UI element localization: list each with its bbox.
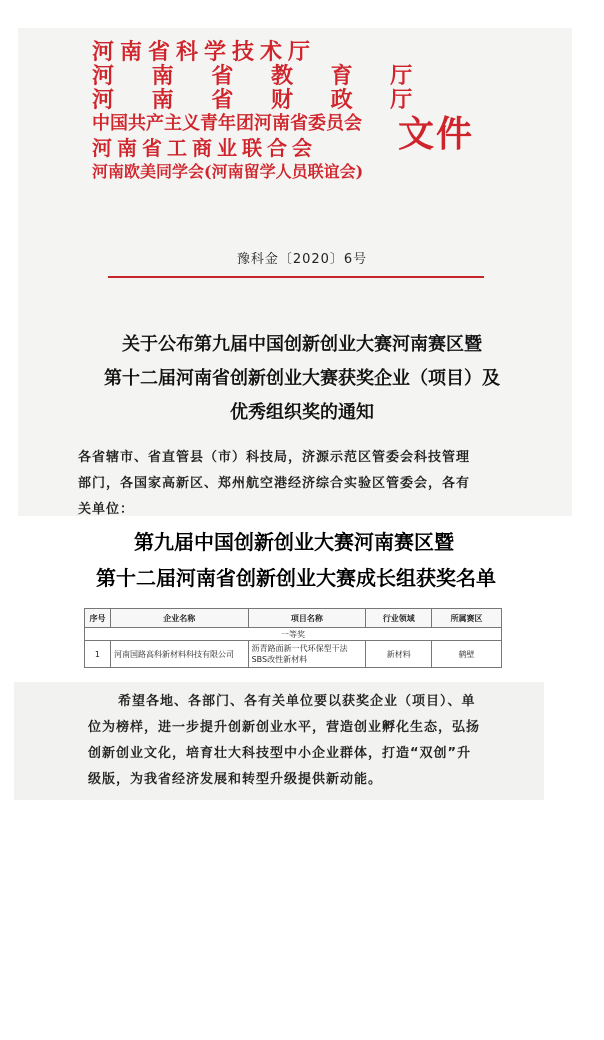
issuer-5: 河南省工商业联合会 — [92, 136, 317, 160]
red-divider — [108, 276, 484, 278]
cell-field: 新材料 — [366, 641, 432, 668]
issuer-3: 河 南 省 财 政 厅 — [92, 87, 428, 113]
notice-title-line-3: 优秀组织奖的通知 — [230, 402, 374, 423]
header-no: 序号 — [85, 609, 111, 628]
issuer-4: 中国共产主义青年团河南省委员会 — [92, 113, 362, 134]
award-list-title-line-2: 第十二届河南省创新创业大赛成长组获奖名单 — [96, 566, 496, 590]
notice-title-line-2: 第十二届河南省创新创业大赛获奖企业（项目）及 — [104, 368, 500, 389]
header-company: 企业名称 — [110, 609, 248, 628]
table-header-row — [85, 609, 502, 628]
closing-line-3: 创新创业文化，培育壮大科技型中小企业群体，打造“双创”升 — [88, 746, 472, 761]
award-list-title-line-1: 第九届中国创新创业大赛河南赛区暨 — [134, 530, 454, 554]
header-region: 所属赛区 — [432, 609, 502, 628]
cell-no: 1 — [85, 641, 111, 668]
issuer-1: 河南省科学技术厅 — [92, 39, 317, 65]
award-table — [84, 608, 502, 668]
issuer-list — [92, 39, 428, 184]
salutation-line-2: 部门，各国家高新区、郑州航空港经济综合实验区管委会，各有 — [78, 476, 471, 491]
issuer-2: 河 南 省 教 育 厅 — [92, 63, 428, 89]
cell-company: 河南国路高科新材料科技有限公司 — [110, 641, 248, 668]
document-number: 豫科金〔2020〕6号 — [236, 252, 368, 267]
cell-project: 沥青路面新一代环保型干法SBS改性新材料 — [248, 641, 366, 668]
issuer-6: 河南欧美同学会(河南留学人员联谊会) — [92, 162, 364, 181]
closing-line-4: 级版，为我省经济发展和转型升级提供新动能。 — [88, 772, 383, 787]
notice-title-line-1: 关于公布第九届中国创新创业大赛河南赛区暨 — [122, 334, 482, 355]
table-row — [85, 641, 502, 668]
closing-line-1: 希望各地、各部门、各有关单位要以获奖企业（项目）、单 — [118, 694, 476, 709]
closing-line-2: 位为榜样，进一步提升创新创业水平，营造创业孵化生态，弘扬 — [88, 720, 481, 735]
salutation-line-1: 各省辖市、省直管县（市）科技局，济源示范区管委会科技管理 — [78, 450, 471, 465]
table-group-row — [85, 628, 502, 641]
award-level-label: 一等奖 — [85, 628, 502, 641]
header-project: 项目名称 — [248, 609, 366, 628]
cell-region: 鹤壁 — [432, 641, 502, 668]
document-suffix: 文件 — [398, 113, 475, 155]
salutation-line-3: 关单位： — [78, 502, 135, 517]
header-field: 行业领域 — [366, 609, 432, 628]
